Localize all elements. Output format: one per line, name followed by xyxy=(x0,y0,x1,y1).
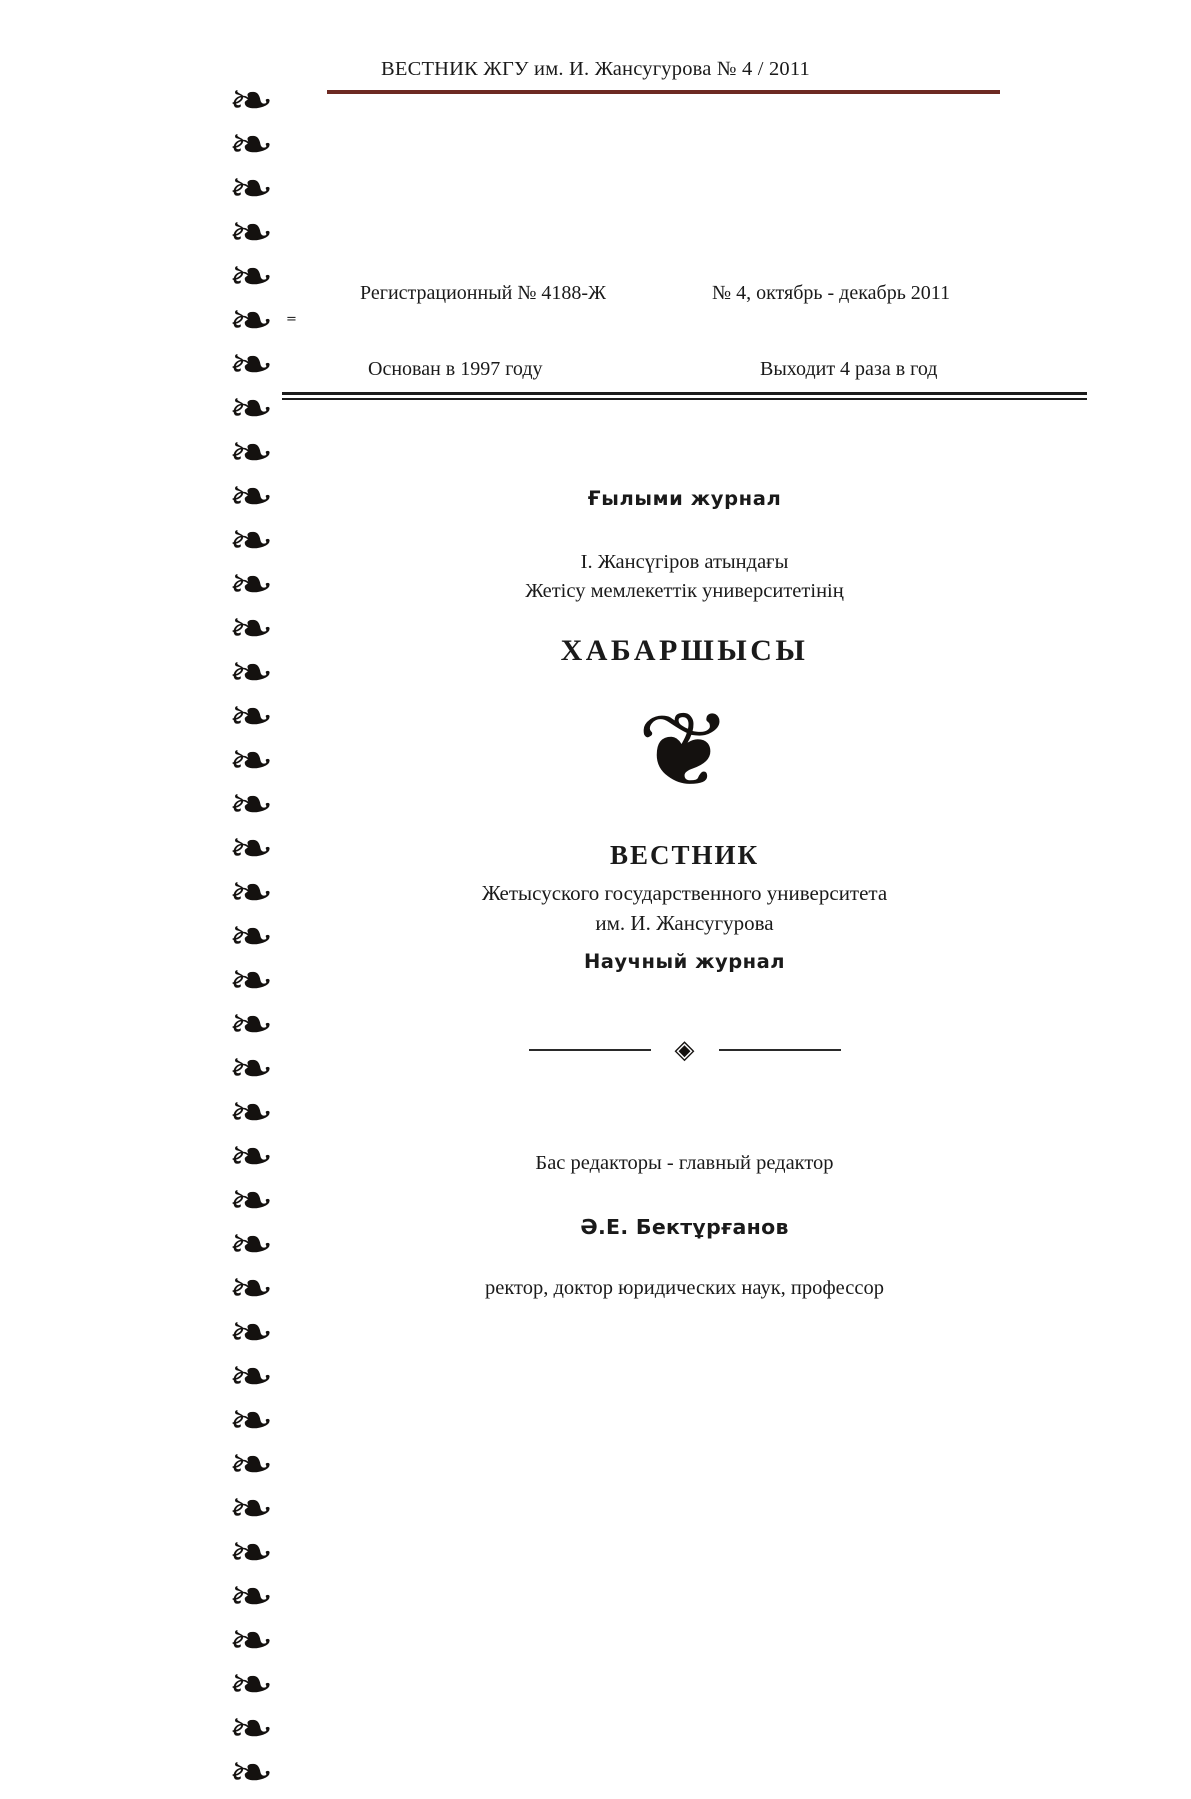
editor-title: ректор, доктор юридических наук, профессор xyxy=(485,1277,884,1299)
ornament-motif-icon: ❧ xyxy=(228,1261,272,1315)
ornament-motif-icon: ❧ xyxy=(228,1129,272,1183)
kazakh-journal-kind: Ғылыми журнал xyxy=(587,487,782,510)
kazakh-main-title: ХАБАРШЫСЫ xyxy=(560,634,809,667)
ornament-motif-icon: ❧ xyxy=(228,1217,272,1271)
russian-journal-kind: Научный журнал xyxy=(583,950,786,973)
ornament-motif-icon: ❧ xyxy=(228,821,272,875)
diamond-separator xyxy=(282,1035,1087,1065)
emblem-wrapper xyxy=(282,690,1087,820)
ornament-motif-icon: ❧ xyxy=(228,117,272,171)
issue-number: № 4, октябрь - декабрь 2011 xyxy=(712,282,951,304)
separator-line-right xyxy=(719,1049,841,1051)
running-head: ВЕСТНИК ЖГУ им. И. Жансугурова № 4 / 2011 xyxy=(380,58,811,80)
ornament-motif-icon: ❧ xyxy=(228,1701,272,1755)
ornament-motif-icon: ❧ xyxy=(228,909,272,963)
russian-university-line-2: им. И. Жансугурова xyxy=(595,911,774,935)
border-marker-icon: = xyxy=(286,312,297,327)
ornamental-border xyxy=(208,73,292,1799)
ornament-motif-icon: ❧ xyxy=(228,73,272,127)
ornament-motif-icon: ❧ xyxy=(228,1745,272,1799)
ornament-motif-icon: ❧ xyxy=(228,1041,272,1095)
double-rule-divider xyxy=(282,392,1087,400)
founded-year: Основан в 1997 году xyxy=(368,358,543,380)
separator-line-left xyxy=(529,1049,651,1051)
ornament-motif-icon: ❧ xyxy=(228,161,272,215)
ornament-motif-icon: ❧ xyxy=(228,1569,272,1623)
editor-role: Бас редакторы - главный редактор xyxy=(535,1152,834,1174)
ornament-motif-icon: ❧ xyxy=(228,997,272,1051)
floral-emblem-icon: ❦ xyxy=(636,689,733,811)
ornament-motif-icon: ❧ xyxy=(228,601,272,655)
ornament-motif-icon: ❧ xyxy=(228,381,272,435)
ornament-motif-icon: ❧ xyxy=(228,1613,272,1667)
publication-frequency: Выходит 4 раза в год xyxy=(760,358,938,380)
kazakh-university-name xyxy=(282,548,1087,606)
ornament-motif-icon: ❧ xyxy=(228,1349,272,1403)
registration-number: Регистрационный № 4188-Ж xyxy=(360,282,606,304)
ornament-motif-icon: ❧ xyxy=(228,1305,272,1359)
ornament-motif-icon: ❧ xyxy=(228,733,272,787)
russian-main-title: ВЕСТНИК xyxy=(609,840,760,870)
header-rule xyxy=(327,90,1000,94)
ornament-motif-icon: ❧ xyxy=(228,953,272,1007)
ornament-motif-icon: ❧ xyxy=(228,1657,272,1711)
ornament-motif-icon: ❧ xyxy=(228,249,272,303)
ornament-motif-icon: ❧ xyxy=(228,425,272,479)
ornament-motif-icon: ❧ xyxy=(228,1437,272,1491)
diamond-icon: ◈ xyxy=(674,1035,695,1065)
ornament-motif-icon: ❧ xyxy=(228,1173,272,1227)
ornament-motif-icon: ❧ xyxy=(228,1525,272,1579)
ornament-motif-icon: ❧ xyxy=(228,293,272,347)
ornament-motif-icon: ❧ xyxy=(228,1085,272,1139)
ornament-motif-icon: ❧ xyxy=(228,469,272,523)
russian-university-line-1: Жетысуского государственного университета xyxy=(481,881,888,905)
ornament-motif-icon: ❧ xyxy=(228,645,272,699)
editor-name: Ә.Е. Бектұрғанов xyxy=(580,1215,789,1239)
ornament-motif-icon: ❧ xyxy=(228,337,272,391)
ornament-motif-icon: ❧ xyxy=(228,513,272,567)
ornament-motif-icon: ❧ xyxy=(228,689,272,743)
kazakh-university-line-2: Жетісу мемлекеттік университетінің xyxy=(525,580,844,602)
ornament-motif-icon: ❧ xyxy=(228,777,272,831)
ornament-motif-icon: ❧ xyxy=(228,557,272,611)
kazakh-university-line-1: І. Жансүгіров атындағы xyxy=(580,551,789,573)
ornament-motif-icon: ❧ xyxy=(228,865,272,919)
ornament-motif-icon: ❧ xyxy=(228,1481,272,1535)
russian-university-name xyxy=(282,878,1087,938)
ornament-motif-icon: ❧ xyxy=(228,1393,272,1447)
ornament-motif-icon: ❧ xyxy=(228,205,272,259)
